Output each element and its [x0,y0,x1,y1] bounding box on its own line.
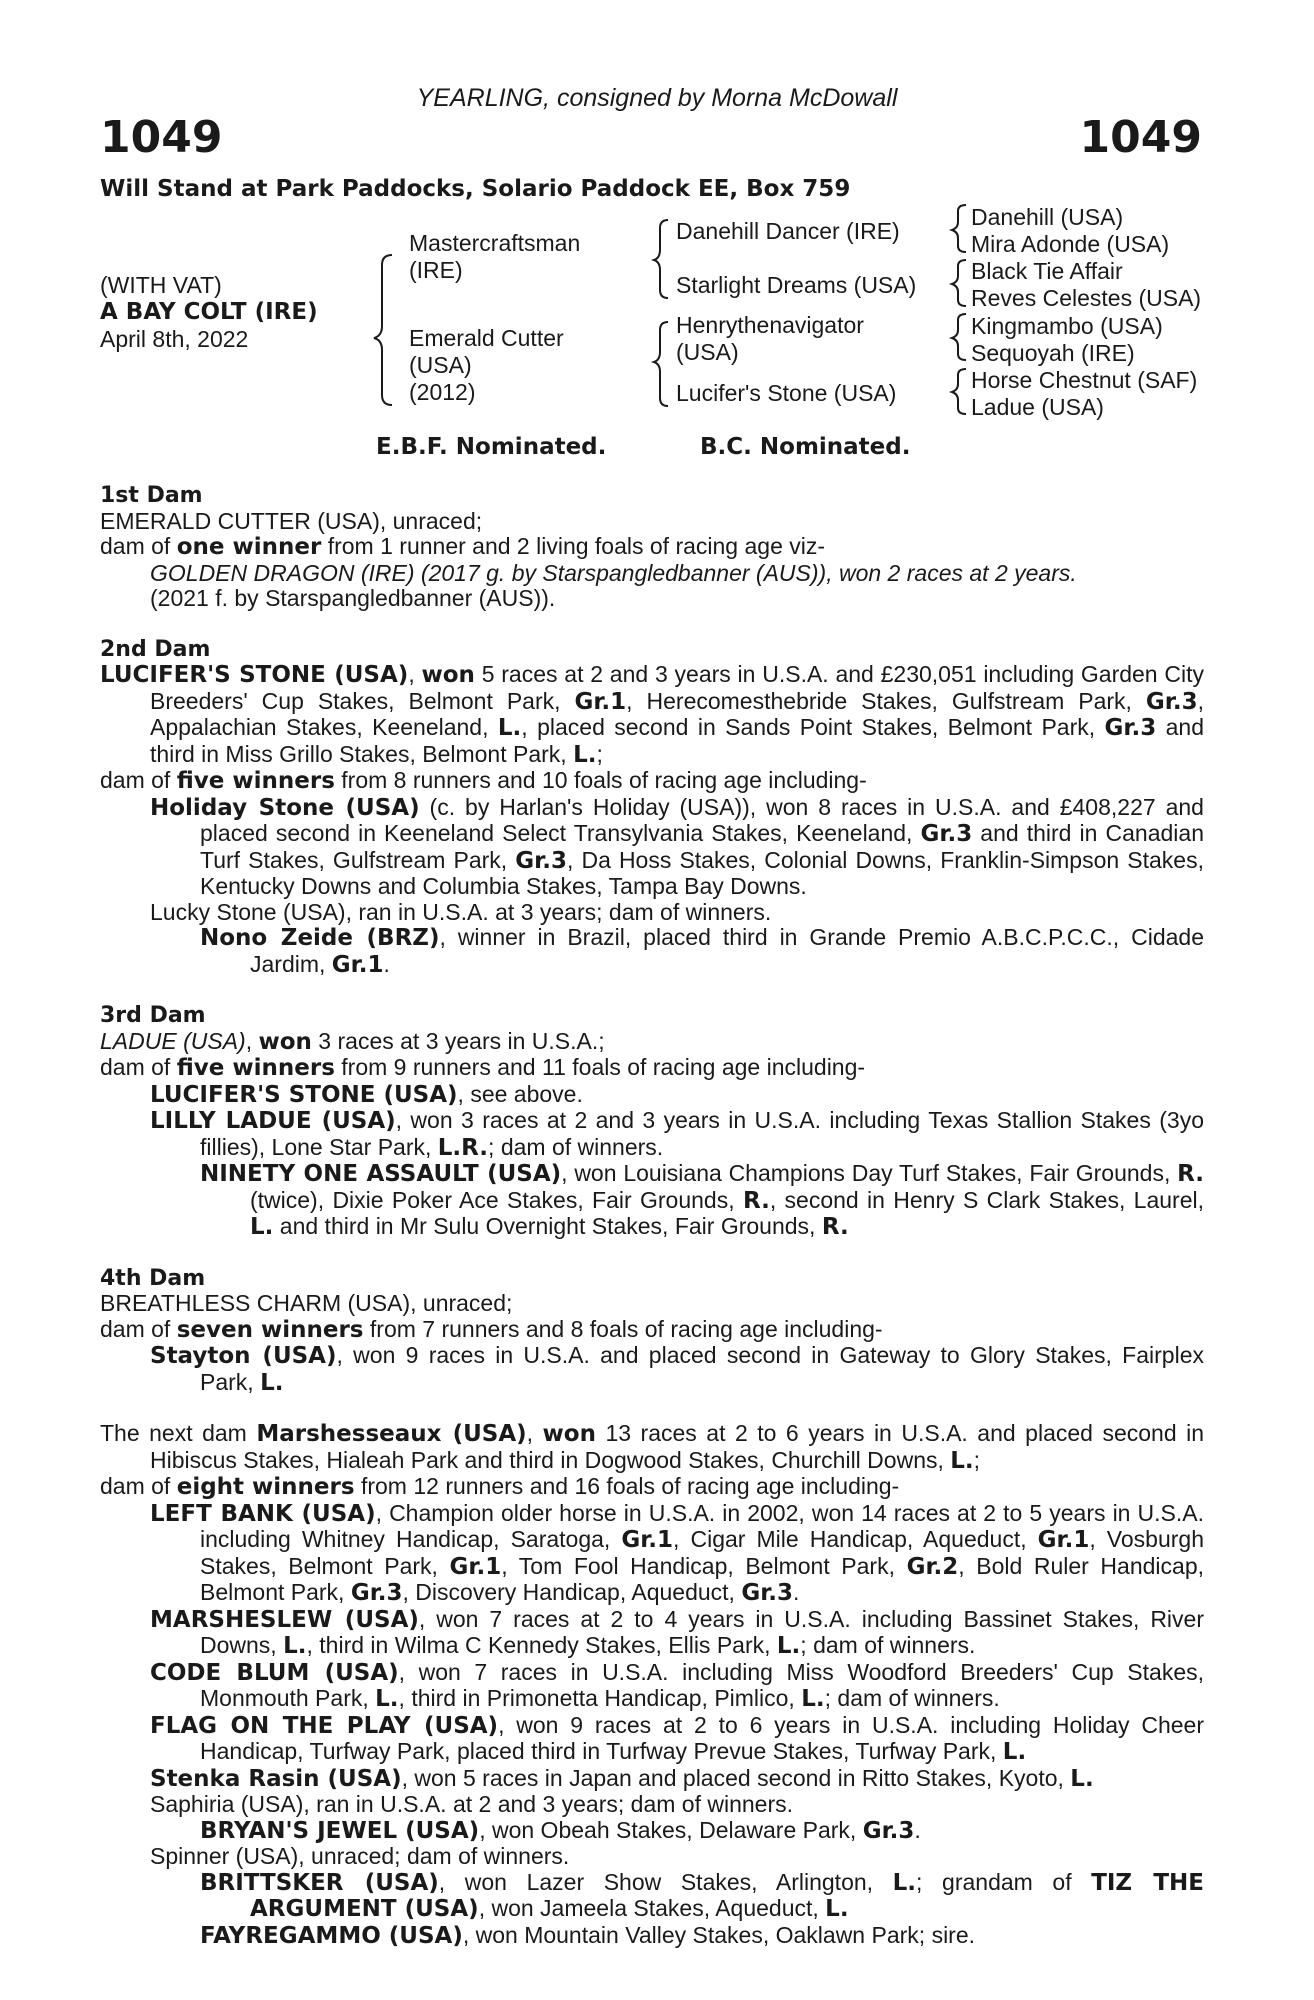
sire-dam: Starlight Dreams (USA) [676,272,917,298]
brace-g1 [952,205,966,252]
sire-block [409,230,580,284]
next-dam-code-blum: CODE BLUM (USA), won 7 races in U.S.A. including Miss Woodford Breeders' Cup Stakes, Monmouth Park, L., third in Primonetta Handicap, Pimlico, L.; dam of winners. [150,1658,1204,1712]
second-dam-lucky-stone: Lucky Stone (USA), ran in U.S.A. at 3 years; dam of winners. [150,898,772,925]
ggp-2: Mira Adonde (USA) [971,231,1170,257]
third-dam-produce: dam of five winners from 9 runners and 11 foals of racing age including- [100,1054,866,1081]
ggp-5: Kingmambo (USA) [971,313,1163,339]
dam-sire-name: Henrythenavigator [676,312,864,338]
third-dam-record: LADUE (USA), won 3 races at 3 years in U.S.A.; [100,1027,605,1055]
foaled-date: April 8th, 2022 [100,326,249,352]
dam-sire-block [676,312,864,366]
ggp-4: Reves Celestes (USA) [971,285,1202,311]
second-dam-holiday-stone: Holiday Stone (USA) (c. by Harlan's Holiday (USA)), won 8 races in U.S.A. and £408,227 and placed second in Keeneland Select Transylvania Stakes, Keeneland, Gr.3 and third in Canadian Turf Stakes, Gulfstream Park, Gr.3, Da Hoss Stakes, Colonial Downs, Franklin-Simpson Stakes, Kentucky Downs and Columbia Stakes, Tampa Bay Downs. [150,793,1204,899]
brace-g2 [952,260,966,306]
third-dam-lilly-ladue: LILLY LADUE (USA), won 3 races at 2 and 3 years in U.S.A. including Texas Stallion Stakes (3yo fillies), Lone Star Park, L.R.; dam of winners. [150,1107,1204,1161]
lot-number-left: 1049 [100,112,223,163]
brace-g4 [952,369,966,414]
sire-sire: Danehill Dancer (IRE) [676,218,900,244]
brace-parents [374,255,392,405]
dam-block [409,325,564,406]
vat-note: (WITH VAT) [100,272,222,298]
dam-dam: Lucifer's Stone (USA) [676,380,897,406]
first-dam-heading: 1st Dam [100,483,203,508]
third-dam-lucifers-stone: LUCIFER'S STONE (USA), see above. [150,1080,583,1108]
next-dam-marsheslew: MARSHESLEW (USA), won 7 races at 2 to 4 years in U.S.A. including Bassinet Stakes, River Downs, L., third in Wilma C Kennedy Stakes, Ellis Park, L.; dam of winners. [150,1605,1204,1659]
third-dam-heading: 3rd Dam [100,1003,206,1028]
first-dam-produce: dam of one winner from 1 runner and 2 living foals of racing age viz- [100,533,826,560]
first-dam-foal-2: (2021 f. by Starspangledbanner (AUS)). [150,585,556,611]
next-dam-bryans-jewel: BRYAN'S JEWEL (USA), won Obeah Stakes, Delaware Park, Gr.3. [200,1816,921,1844]
second-dam-nono-zeide: Nono Zeide (BRZ), winner in Brazil, placed third in Grande Premio A.B.C.P.C.C., Cidade Jardim, Gr.1. [200,924,1204,978]
third-dam-ninety-one-assault: NINETY ONE ASSAULT (USA), won Louisiana Champions Day Turf Stakes, Fair Grounds, R. (twice), Dixie Poker Ace Stakes, Fair Grounds, R., second in Henry S Clark Stakes, Laurel, L. and third in Mr Sulu Overnight Stakes, Fair Grounds, R. [200,1160,1205,1240]
dam-year: (2012) [409,379,476,405]
fourth-dam-produce: dam of seven winners from 7 runners and 8 foals of racing age including- [100,1315,883,1343]
dam-name: Emerald Cutter [409,325,564,351]
brace-g3 [952,314,966,360]
next-dam-left-bank: LEFT BANK (USA), Champion older horse in U.S.A. in 2002, won 14 races at 2 to 5 years in U.S.A. including Whitney Handicap, Saratoga, Gr.1, Cigar Mile Handicap, Aqueduct, Gr.1, Vosburgh Stakes, Belmont Park, Gr.1, Tom Fool Handicap, Belmont Park, Gr.2, Bold Ruler Handicap, Belmont Park, Gr.3, Discovery Handicap, Aqueduct, Gr.3. [150,1499,1204,1606]
subject-name: A BAY COLT (IRE) [100,299,318,325]
next-dam-saphiria: Saphiria (USA), ran in U.S.A. at 2 and 3 years; dam of winners. [150,1791,794,1817]
brace-sire [654,220,668,298]
stand-location: Will Stand at Park Paddocks, Solario Paddock EE, Box 759 [100,176,851,202]
next-dam-stenka-rasin: Stenka Rasin (USA), won 5 races in Japan and placed second in Ritto Stakes, Kyoto, L. [150,1764,1094,1792]
fourth-dam-stayton: Stayton (USA), won 9 races in U.S.A. and placed second in Gateway to Glory Stakes, Fairplex Park, L. [150,1342,1204,1396]
first-dam-foal-1: GOLDEN DRAGON (IRE) (2017 g. by Starspangledbanner (AUS)), won 2 races at 2 years. [150,559,1077,586]
lot-number-right: 1049 [1079,112,1202,163]
next-dam-fayregammo: FAYREGAMMO (USA), won Mountain Valley Stakes, Oaklawn Park; sire. [200,1921,976,1949]
ebf-nomination: E.B.F. Nominated. [376,434,607,460]
dam-sire-country: (USA) [676,339,739,365]
next-dam-spinner: Spinner (USA), unraced; dam of winners. [150,1843,570,1869]
ggp-7: Horse Chestnut (SAF) [971,367,1198,393]
first-dam-line: EMERALD CUTTER (USA), unraced; [100,507,483,534]
second-dam-record: LUCIFER'S STONE (USA), won 5 races at 2 and 3 years in U.S.A. and £230,051 including Garden City Breeders' Cup Stakes, Belmont Park, Gr.1, Herecomesthebride Stakes, Gulfstream Park, Gr.3, Appalachian Stakes, Keeneland, L., placed second in Sands Point Stakes, Belmont Park, Gr.3 and third in Miss Grillo Stakes, Belmont Park, L.; [100,661,1204,768]
fourth-dam-record: BREATHLESS CHARM (USA), unraced; [100,1290,513,1316]
bc-nomination: B.C. Nominated. [700,434,911,460]
next-dam-flag-on-the-play: FLAG ON THE PLAY (USA), won 9 races at 2 to 6 years in U.S.A. including Holiday Cheer Handicap, Turfway Park, placed third in Turfway Prevue Stakes, Turfway Park, L. [150,1711,1205,1765]
next-dam-record: The next dam Marshesseaux (USA), won 13 races at 2 to 6 years in U.S.A. and placed second in Hibiscus Stakes, Hialeah Park and third in Dogwood Stakes, Churchill Downs, L.; [100,1420,1205,1474]
next-dam-produce: dam of eight winners from 12 runners and 16 foals of racing age including- [100,1473,900,1500]
catalogue-text [100,483,1204,1949]
ggp-8: Ladue (USA) [971,394,1104,420]
next-dam-brittsker: BRITTSKER (USA), won Lazer Show Stakes, Arlington, L.; grandam of TIZ THE ARGUMENT (USA), won Jameela Stakes, Aqueduct, L. [200,1868,1204,1922]
fourth-dam-heading: 4th Dam [100,1265,206,1291]
consignment-line: YEARLING, consigned by Morna McDowall [416,84,898,112]
brace-dam [654,322,668,406]
second-dam-produce: dam of five winners from 8 runners and 10 foals of racing age including- [100,767,867,794]
sire-country: (IRE) [409,257,463,283]
sire-name: Mastercraftsman [409,230,581,256]
ggp-3: Black Tie Affair [971,258,1123,284]
ggp-1: Danehill (USA) [971,204,1124,230]
second-dam-heading: 2nd Dam [100,636,211,662]
ggp-6: Sequoyah (IRE) [971,340,1135,366]
dam-country: (USA) [409,352,472,378]
